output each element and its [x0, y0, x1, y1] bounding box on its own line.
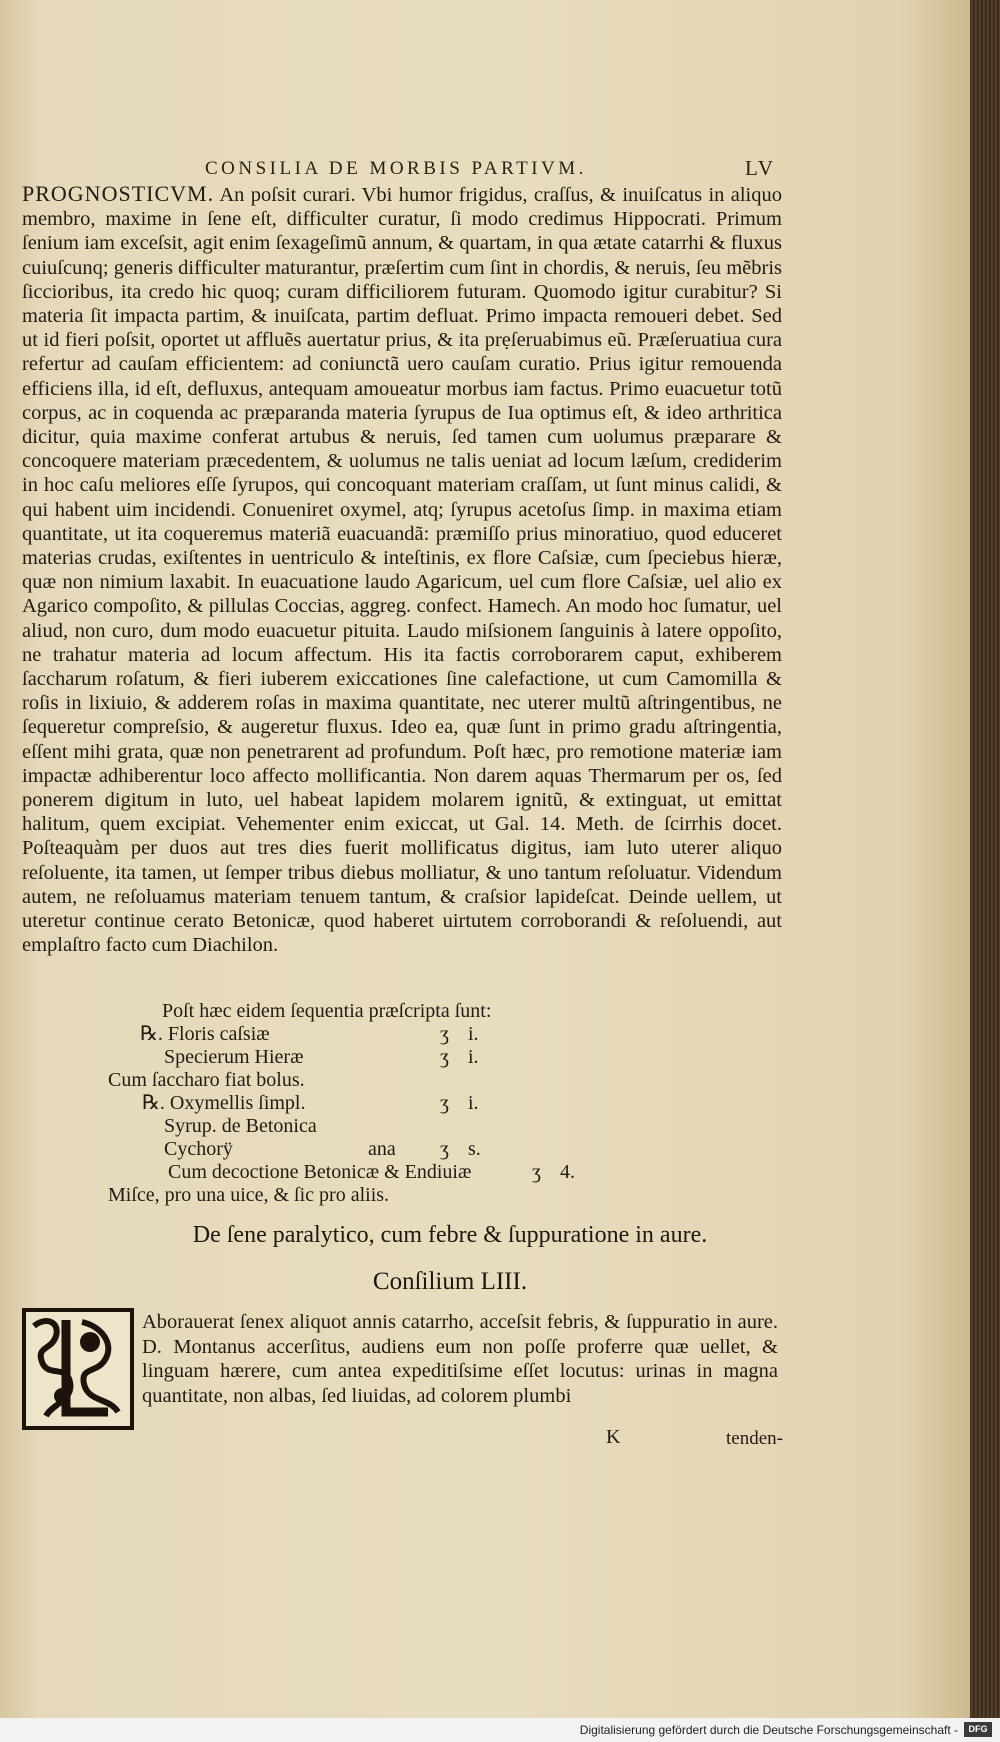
catchword: tenden-: [726, 1428, 783, 1449]
woodcut-initial-icon: [26, 1312, 130, 1426]
rx-quantity: i.: [468, 1046, 479, 1068]
rx-ana: ana: [368, 1138, 396, 1160]
paragraph-body: An poſsit curari. Vbi humor frigidus, craſſus, & inuiſcatus in aliquo membro, maxime in ſene eſt, difficulter curatur, ſi modo credimus Hippocrati. Primum ſenium iam exceſsit, agit enim ſexageſimũ annum, & quartam, in qua ætate catarrhi & fluxus cuiuſcunq; generis difficulter maturantur, præſertim cum ſint in chordis, & neruis, ſeu mẽbris ſiccioribus, ita credo hic quoq; curam difficiliorem futuram. Quomodo igitur curabitur? Si materia ſit impacta partim, & inuiſcata, partim defluat. Primo impacta remoueri debet. Sed ut id fieri poſsit, oportet ut affluẽs auertatur prius, & ita prẹſeruabimus eũ. Præſeruatiua cura refertur ad cauſam efficientem: ad coniunctã uero cauſam curatio. Prius igitur remouenda efficiens illa, id eſt, defluxus, antequam amoueatur morbus iam factus. Primo euacuetur totũ corpus, ac in coquenda ac præparanda materia ſyrupus de Iua optimus eſt, & ideo arthritica dicitur, quia maxime conferat artubus & neruis, ſed tamen cum uolumus præparare & concoquere materiam præcedentem, & uolumus ne talis ueniat ad locum læſum, crediderim in hoc caſu meliores eſſe ſyrupos, qui concoquant materiam craſſam, ut ſunt minus calidi, & qui habent uim incidendi. Conueniret oxymel, atq; ſyrupus acetoſus ſimp. in maxima etiam quantitate, ut ita coqueremus materiã euacuandã: præmiſſo prius minoratiuo, quod educeret materias crudas, exiſtentes in uentriculo & inteſtinis, ex flore Caſsiæ, cum ſpeciebus hieræ, quæ non nimium laxabit. In euacuatione laudo Agaricum, uel cum flore Caſsiæ, uel alio ex Agarico compoſito, & pillulas Coccias, aggreg. confect. Hamech. An modo hoc ſumatur, uel aliud, non curo, dum modo euacuetur pituita. Laudo miſsionem ſanguinis à latere oppoſito, ne trahatur materia ad locum affectum. His ita factis corroborarem caput, exhiberem ſaccharum roſatum, & fieri iuberem exiccationes ſine calefactione, ut cum Camomilla & roſis in lixiuio, & adderem roſas in maxima quantitate, nec uterer multũ aſtringentibus, ne ſequeretur compreſsio, & augeretur fluxus. Ideo ea, quæ ſunt in primo gradu aſtringentia, eſſent mihi grata, quæ non penetrarent ad profundum. Poſt hæc, pro remotione materiæ iam impactæ adhiberentur loco affecto mollificantia. Non darem aquas Thermarum per os, ſed ponerem digitum in luto, uel habeat lapidem molarem ignitũ, & extinguat, ut emittat halitum, quem excipiat. Vehementer enim exiccat, ut Gal. 14. Meth. de ſcirrhis docet. Poſteaquàm per duos aut tres dies fuerit mollificatus digitus, iam luto uterer aliquo reſoluente, ita tamen, ut ſemper tribus diebus molliatur, & uno tantum reſoluatur. Videndum autem, ne reſoluamus materiam tenuem tantum, & craſsior lapideſcat. Deinde uellem, ut uteretur continue cerato Betonicæ, quod haberet uirtutem corroborandi & reſoluendi, aut emplaſtro facto cum Diachilon.: [22, 184, 782, 957]
consilium-heading: Conſilium LIII.: [372, 1268, 528, 1295]
decorated-initial-icon: [22, 1308, 134, 1430]
running-header: CONSILIA DE MORBIS PARTIVM.: [205, 158, 587, 179]
rx-line: [22, 1138, 782, 1161]
dram-symbol: ʒ: [440, 1046, 449, 1068]
folio-number: LV: [745, 156, 776, 180]
rx-quantity: 4.: [560, 1161, 575, 1183]
book-edge: [970, 0, 1000, 1742]
funding-note: Digitalisierung gefördert durch die Deutsche Forschungsgemeinschaft -: [579, 1723, 958, 1737]
consilium-paragraph: Aborauerat ſenex aliquot annis catarrho, acceſsit febris, & ſuppuratio in aure. D. Montanus accerſitus, audiens eum non poſſe proferre quæ uellet, & linguam hærere, cum antea expeditiſsime eſſet locutus: urinas in magna quantitate, non albas, ſed liuidas, ad colorem plumbi: [142, 1311, 778, 1407]
dram-symbol: ʒ: [440, 1092, 449, 1114]
rx-line: [22, 1115, 782, 1138]
section-title: De ſene paralytico, cum febre & ſuppuratione in aure.: [192, 1222, 708, 1248]
rx-line: [22, 1184, 782, 1207]
rx-ingredient: Specierum Hieræ: [164, 1046, 304, 1068]
rx-line: [22, 1092, 782, 1115]
rx-ingredient: ℞. Floris caſsiæ: [140, 1023, 270, 1045]
prescription-intro: Poſt hæc eidem ſequentia præſcripta ſunt:: [162, 1000, 492, 1022]
dram-symbol: ʒ: [532, 1161, 541, 1183]
rx-line: [22, 1046, 782, 1069]
rx-quantity: i.: [468, 1023, 479, 1045]
dram-symbol: ʒ: [440, 1138, 449, 1160]
prescription-intro-line: [22, 1000, 782, 1023]
paragraph-lead: PROGNOSTICVM.: [22, 181, 215, 206]
signature-mark: K: [606, 1426, 621, 1448]
rx-line: [22, 1023, 782, 1046]
digitization-footer: [0, 1718, 1000, 1742]
rx-ingredient: Syrup. de Betonica: [164, 1115, 317, 1137]
rx-ingredient: Cychorÿ: [164, 1138, 233, 1160]
rx-quantity: i.: [468, 1092, 479, 1114]
rx-ingredient: Miſce, pro una uice, & ſic pro aliis.: [108, 1184, 390, 1206]
rx-quantity: s.: [468, 1138, 481, 1160]
main-text-block: [22, 182, 782, 958]
dram-symbol: ʒ: [440, 1023, 449, 1045]
rx-line: [22, 1161, 782, 1184]
dfg-logo-icon: DFG: [964, 1722, 992, 1737]
rx-line: [22, 1069, 782, 1092]
prognosticum-paragraph: [22, 182, 782, 958]
rx-ingredient: Cum ſaccharo fiat bolus.: [108, 1069, 305, 1091]
rx-ingredient: ℞. Oxymellis ſimpl.: [142, 1092, 306, 1114]
prescription-block: [22, 1000, 782, 1207]
rx-ingredient: Cum decoctione Betonicæ & Endiuiæ: [168, 1161, 472, 1183]
